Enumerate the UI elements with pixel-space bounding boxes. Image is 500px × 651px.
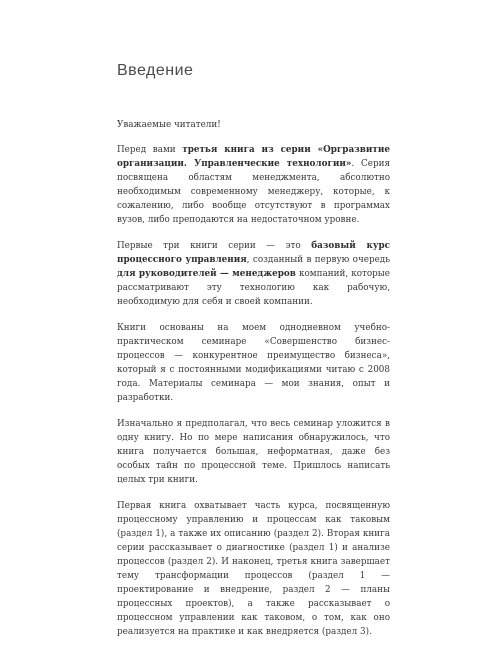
greeting-paragraph: Уважаемые читатели! xyxy=(117,120,221,130)
paragraph-seminar: Книги основаны на моем однодневном учебно-практическом семинаре «Совершенство бизнес-процессов — конкурентное преимущество бизнеса», который я с постоянными модификациями читаю с 2008 года. Материалы семинара — мои знания, опыт и разработки. xyxy=(117,323,390,403)
paragraph-course-description xyxy=(117,239,390,309)
text-run: Первые три книги серии — это xyxy=(117,241,312,251)
text-run: , созданный в первую очередь xyxy=(246,255,391,265)
chapter-body xyxy=(117,118,390,651)
text-run: Перед вами xyxy=(117,145,183,155)
paragraph-three-books: Изначально я предполагал, что весь семинар уложится в одну книгу. Но по мере написания обнаружилось, что книга получается большая, неформатная, даже без особых тайн по процессной теме. Пришлось написать целых три книги. xyxy=(117,419,390,485)
bold-base-course: базовый курс процессного управления xyxy=(117,241,390,265)
bold-for-managers: для руководителей — менеджеров xyxy=(117,269,296,279)
text-run: компаний, которые рассматривают эту технологию как рабочую, необходимую для себя и своей компании. xyxy=(117,269,390,307)
chapter-heading: Введение xyxy=(117,62,194,79)
paragraph-book-contents: Первая книга охватывает часть курса, посвященную процессному управлению и процессам как таковым (раздел 1), а также их описанию (раздел 2). Вторая книга серии рассказывает о диагностике (раздел 1) и анализе процессов (раздел 2). И наконец, третья книга завершает тему трансформации процессов (раздел 1 — проектирование и внедрение, раздел 2 — планы процессных проектов), а также рассказывает о процессном управлении как таковом, о том, как оно реализуется на практике и как внедряется (раздел 3). xyxy=(117,501,390,637)
bold-book-series-title: третья книга из серии «Оргразвитие организации. Управленческие технологии» xyxy=(117,145,390,169)
text-run: . Серия посвящена областям менеджмента, абсолютно необходимым современному менеджеру, которые, к сожалению, либо вообще отсутствуют в программах вузов, либо преподаются на недостаточном уровне. xyxy=(117,159,390,225)
paragraph-series-intro xyxy=(117,143,390,227)
